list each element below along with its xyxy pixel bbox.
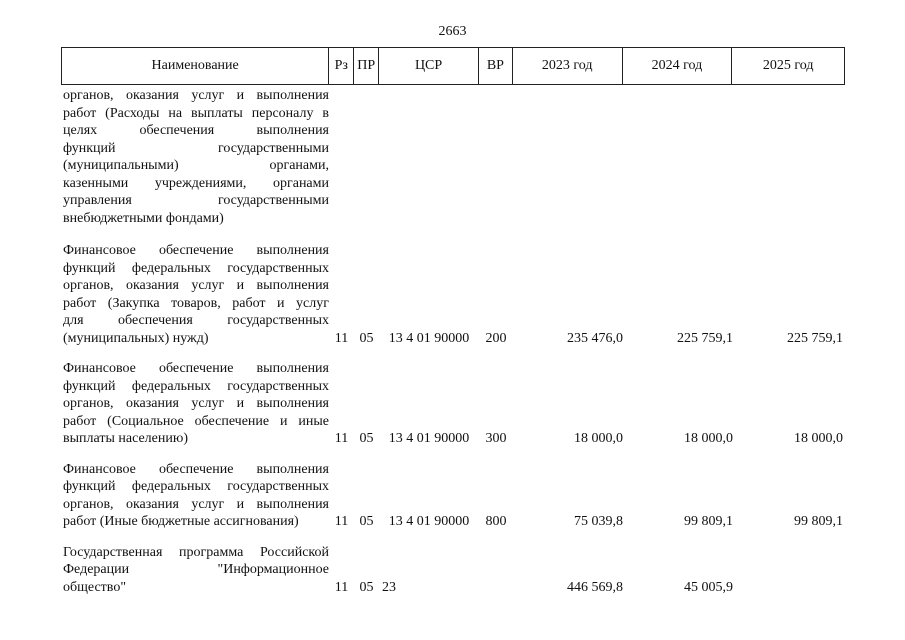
name-line: органов, оказания услуг и выполнения bbox=[63, 496, 329, 512]
name-line: работ (Иные бюджетные ассигнования) bbox=[63, 514, 299, 529]
cell-2025: 99 809,1 bbox=[794, 514, 843, 529]
table-row bbox=[61, 87, 845, 227]
cell-2024: 99 809,1 bbox=[684, 514, 733, 529]
cell-vr: 300 bbox=[485, 431, 507, 446]
cell-2023: 18 000,0 bbox=[574, 431, 623, 446]
cell-rz: 11 bbox=[334, 330, 349, 346]
table-row bbox=[61, 544, 845, 597]
cell-2025: 18 000,0 bbox=[794, 431, 843, 446]
name-line: целях обеспечения выполнения bbox=[63, 123, 329, 138]
cell-2023: 446 569,8 bbox=[567, 579, 623, 595]
header-csr: ЦСР bbox=[379, 48, 479, 84]
cell-rz: 11 bbox=[334, 579, 349, 595]
table-row bbox=[61, 461, 845, 531]
name-line: функций государственными bbox=[63, 140, 329, 156]
header-pr: ПР bbox=[354, 48, 379, 84]
name-line: казенными учреждениями, органами bbox=[63, 175, 329, 191]
table-header bbox=[61, 47, 845, 85]
row-name bbox=[61, 461, 329, 531]
cell-2023: 75 039,8 bbox=[574, 514, 623, 529]
cell-rz: 11 bbox=[334, 431, 349, 446]
name-line: внебюджетными фондами) bbox=[63, 210, 224, 226]
name-line: общество" bbox=[63, 579, 127, 595]
cell-2024: 225 759,1 bbox=[677, 330, 733, 346]
header-2025: 2025 год bbox=[762, 58, 814, 73]
cell-rz: 11 bbox=[334, 514, 349, 529]
name-line: управления государственными bbox=[63, 193, 329, 208]
name-line: Федерации "Информационное bbox=[63, 562, 329, 577]
row-name bbox=[61, 242, 329, 347]
cell-2024: 45 005,9 bbox=[684, 579, 733, 595]
row-name bbox=[61, 544, 329, 597]
table-row bbox=[61, 360, 845, 448]
page-number: 2663 bbox=[438, 24, 467, 39]
name-line: функций федеральных государственных bbox=[63, 378, 329, 394]
name-line: органов, оказания услуг и выполнения bbox=[63, 396, 329, 411]
header-rz: Рз bbox=[329, 48, 354, 84]
name-line: Финансовое обеспечение выполнения bbox=[63, 361, 329, 376]
cell-pr: 05 bbox=[359, 330, 374, 346]
cell-vr: 200 bbox=[485, 330, 507, 346]
name-line: Государственная программа Российской bbox=[63, 544, 329, 560]
header-vr: ВР bbox=[479, 48, 513, 84]
row-name bbox=[61, 360, 329, 448]
name-line: (муниципальными) органами, bbox=[63, 158, 329, 173]
name-line: работ (Социальное обеспечение и иные bbox=[63, 413, 329, 429]
table-row bbox=[61, 242, 845, 347]
cell-csr: 13 4 01 90000 bbox=[388, 330, 470, 346]
name-line: Финансовое обеспечение выполнения bbox=[63, 243, 329, 258]
name-line: органов, оказания услуг и выполнения bbox=[63, 88, 329, 103]
header-2023: 2023 год bbox=[513, 48, 623, 84]
cell-2023: 235 476,0 bbox=[567, 330, 623, 346]
cell-2025: 225 759,1 bbox=[787, 330, 843, 346]
header-2024: 2024 год bbox=[623, 48, 733, 84]
table-body bbox=[61, 87, 845, 596]
cell-pr: 05 bbox=[359, 514, 374, 529]
cell-csr: 13 4 01 90000 bbox=[388, 514, 470, 529]
name-line: функций федеральных государственных bbox=[63, 260, 329, 276]
cell-pr: 05 bbox=[359, 431, 374, 446]
header-name: Наименование bbox=[62, 48, 329, 84]
name-line: работ (Расходы на выплаты персоналу в bbox=[63, 105, 329, 121]
cell-csr: 13 4 01 90000 bbox=[388, 431, 470, 446]
name-line: (муниципальных) нужд) bbox=[63, 330, 209, 346]
name-line: Финансовое обеспечение выполнения bbox=[63, 461, 329, 477]
cell-csr: 23 bbox=[382, 579, 396, 595]
name-line: выплаты населению) bbox=[63, 431, 188, 446]
name-line: функций федеральных государственных bbox=[63, 479, 329, 494]
cell-pr: 05 bbox=[359, 579, 374, 595]
row-name bbox=[61, 87, 329, 227]
cell-2024: 18 000,0 bbox=[684, 431, 733, 446]
name-line: работ (Закупка товаров, работ и услуг bbox=[63, 295, 329, 311]
name-line: органов, оказания услуг и выполнения bbox=[63, 278, 329, 293]
name-line: для обеспечения государственных bbox=[63, 313, 329, 328]
cell-vr: 800 bbox=[485, 514, 507, 529]
